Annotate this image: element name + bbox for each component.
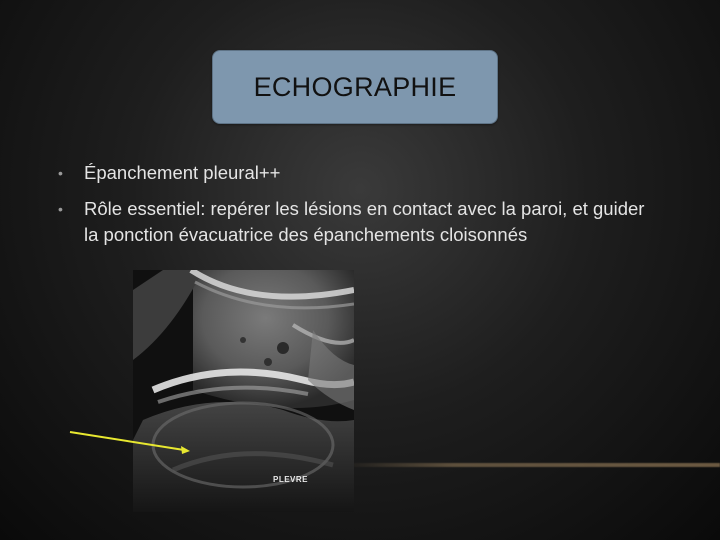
bullet-icon: • [58,165,63,181]
bullet-item [58,196,658,248]
bullet-item [58,160,658,186]
decorative-floor-line [340,463,720,467]
bullet-list [58,160,658,258]
bullet-icon: • [58,201,63,217]
bullet-text: Rôle essentiel: repérer les lésions en contact avec la paroi, et guider la ponction évacuatrice des épanchements cloisonnés [84,198,645,245]
title-box [212,50,498,124]
slide-title: ECHOGRAPHIE [253,71,457,102]
ultrasound-scan [133,270,354,512]
bullet-text: Épanchement pleural++ [84,162,281,183]
ultrasound-image [133,270,354,512]
pleure-label: PLEVRE [273,475,309,484]
